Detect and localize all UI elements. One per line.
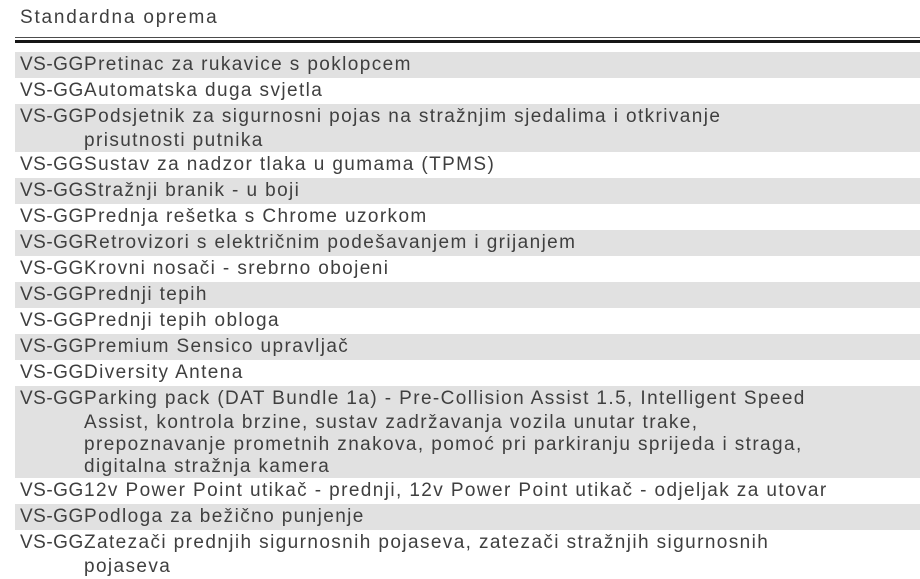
equipment-row: [15, 152, 920, 178]
equipment-line: [20, 230, 920, 256]
equipment-text: Podloga za bežično punjenje: [84, 506, 365, 527]
equipment-text: Zatezači prednjih sigurnosnih pojaseva, zatezači stražnjih sigurnosnih: [84, 532, 770, 553]
equipment-text: Automatska duga svjetla: [84, 80, 324, 101]
equipment-line: [20, 360, 920, 386]
equipment-code: VS-GG: [20, 258, 84, 279]
equipment-code: VS-GG: [20, 80, 84, 101]
equipment-line: [20, 478, 920, 504]
equipment-text: Pretinac za rukavice s poklopcem: [84, 54, 412, 75]
equipment-line: [20, 152, 920, 178]
equipment-code: VS-GG: [20, 388, 84, 409]
equipment-row: [15, 178, 920, 204]
equipment-text: prepoznavanje prometnih znakova, pomoć pri parkiranju sprijeda i straga,: [84, 434, 803, 455]
equipment-code: VS-GG: [20, 54, 84, 75]
equipment-code: VS-GG: [20, 532, 84, 553]
equipment-text: Assist, kontrola brzine, sustav zadržavanja vozila unutar trake,: [84, 412, 699, 433]
equipment-code: VS-GG: [20, 106, 84, 127]
equipment-line-continuation: [84, 556, 920, 578]
equipment-row: [15, 334, 920, 360]
equipment-line-continuation: [84, 456, 920, 478]
equipment-text: Prednji tepih: [84, 284, 208, 305]
equipment-line-continuation: [84, 434, 920, 456]
equipment-line: [20, 386, 920, 412]
equipment-code: VS-GG: [20, 180, 84, 201]
equipment-line: [20, 204, 920, 230]
equipment-text: Retrovizori s električnim podešavanjem i grijanjem: [84, 232, 577, 253]
equipment-code: VS-GG: [20, 480, 84, 501]
equipment-text: 12v Power Point utikač - prednji, 12v Power Point utikač - odjeljak za utovar: [84, 480, 828, 501]
equipment-text: Parking pack (DAT Bundle 1a) - Pre-Collision Assist 1.5, Intelligent Speed: [84, 388, 806, 409]
equipment-text: Prednja rešetka s Chrome uzorkom: [84, 206, 428, 227]
equipment-line: [20, 308, 920, 334]
equipment-code: VS-GG: [20, 206, 84, 227]
equipment-line-continuation: [84, 412, 920, 434]
equipment-row: [15, 204, 920, 230]
equipment-line-continuation: [84, 130, 920, 152]
equipment-text: Krovni nosači - srebrno obojeni: [84, 258, 390, 279]
equipment-text: Prednji tepih obloga: [84, 310, 280, 331]
equipment-code: VS-GG: [20, 284, 84, 305]
equipment-line: [20, 256, 920, 282]
header-divider-bar: [15, 40, 920, 43]
equipment-code: VS-GG: [20, 310, 84, 331]
equipment-line: [20, 178, 920, 204]
equipment-text: prisutnosti putnika: [84, 130, 264, 151]
equipment-code: VS-GG: [20, 154, 84, 175]
equipment-row: [15, 478, 920, 504]
equipment-code: VS-GG: [20, 362, 84, 383]
equipment-line: [20, 334, 920, 360]
equipment-line: [20, 78, 920, 104]
equipment-row: [15, 282, 920, 308]
equipment-row: [15, 52, 920, 78]
equipment-row: [15, 104, 920, 152]
equipment-code: VS-GG: [20, 336, 84, 357]
equipment-text: Premium Sensico upravljač: [84, 336, 350, 357]
equipment-line: [20, 504, 920, 530]
equipment-row: [15, 230, 920, 256]
equipment-text: Podsjetnik za sigurnosni pojas na stražnjim sjedalima i otkrivanje: [84, 106, 722, 127]
equipment-line: [20, 282, 920, 308]
equipment-row: [15, 360, 920, 386]
equipment-text: pojaseva: [84, 556, 172, 577]
equipment-row: [15, 256, 920, 282]
equipment-text: Stražnji branik - u boji: [84, 180, 301, 201]
equipment-line: [20, 530, 920, 556]
equipment-text: Sustav za nadzor tlaka u gumama (TPMS): [84, 154, 496, 175]
equipment-row: [15, 308, 920, 334]
equipment-text: Diversity Antena: [84, 362, 244, 383]
equipment-row: [15, 386, 920, 478]
equipment-row: [15, 78, 920, 104]
equipment-code: VS-GG: [20, 232, 84, 253]
equipment-table: [15, 52, 920, 578]
equipment-row: [15, 530, 920, 578]
header-divider: [15, 37, 920, 43]
page-title: Standardna oprema: [20, 7, 219, 28]
equipment-line: [20, 104, 920, 130]
equipment-row: [15, 504, 920, 530]
equipment-text: digitalna stražnja kamera: [84, 456, 331, 477]
equipment-code: VS-GG: [20, 506, 84, 527]
equipment-line: [20, 52, 920, 78]
